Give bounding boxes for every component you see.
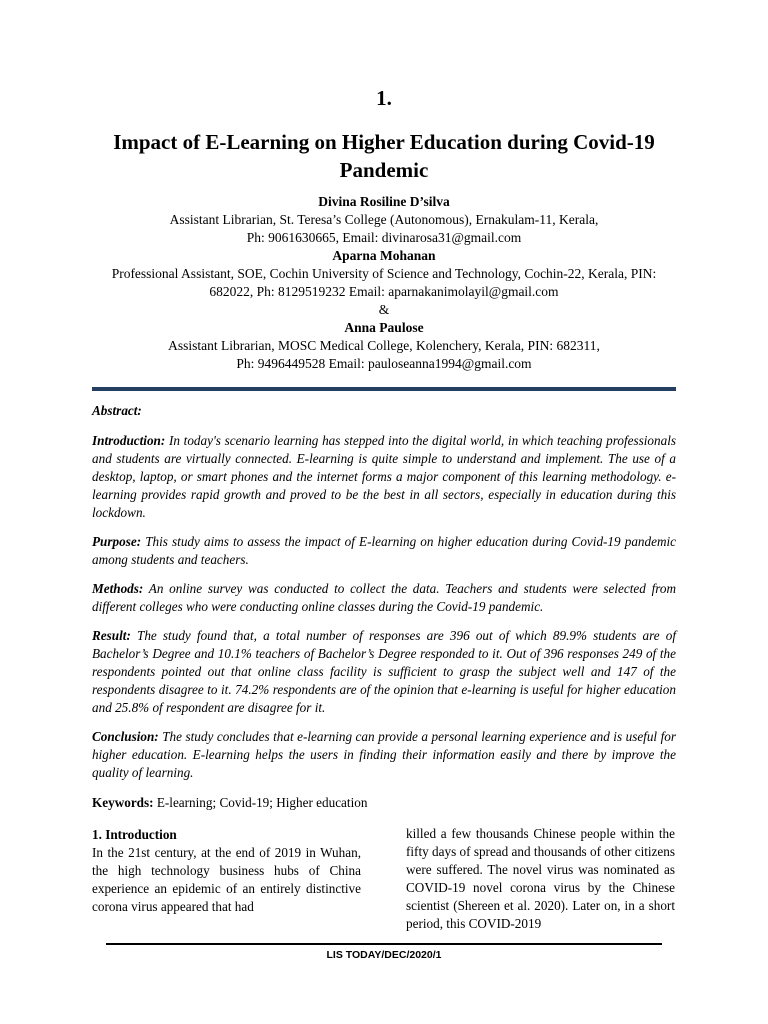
abstract-section	[92, 402, 676, 823]
intro-column-left	[92, 826, 361, 916]
author-contact: 682022, Ph: 8129519232 Email: aparnakanimolayil@gmail.com	[209, 284, 559, 299]
paper-title: Impact of E-Learning on Higher Education during Covid-19 Pandemic	[113, 130, 655, 182]
author-contact: Ph: 9061630665, Email: divinarosa31@gmail.com	[246, 230, 522, 245]
section-label: Methods:	[92, 581, 144, 596]
author-block	[60, 193, 708, 373]
abstract-heading: Abstract:	[92, 403, 142, 418]
ampersand-separator: &	[378, 302, 390, 317]
author-name: Aparna Mohanan	[332, 248, 436, 263]
section-text: The study concludes that e-learning can provide a personal learning experience and is useful for higher education. E-learning helps the users in finding their information easily and there by improve the quality of learning.	[92, 729, 676, 780]
abstract-result	[92, 627, 676, 717]
section-label: Purpose:	[92, 534, 142, 549]
section-heading: 1. Introduction	[92, 827, 177, 842]
footer-divider	[106, 943, 662, 945]
author-contact: Ph: 9496449528 Email: pauloseanna1994@gmail.com	[236, 356, 532, 371]
abstract-methods	[92, 580, 676, 616]
abstract-purpose	[92, 533, 676, 569]
section-text: In today's scenario learning has stepped into the digital world, in which teaching professionals and students are virtually connected. E-learning is quite simple to understand and implement. The use of a desktop, laptop, or smart phones and the internet forms a major component of this learning methodology. e-learning provides rapid growth and proved to be the best in all sectors, especially in education during this lockdown.	[92, 433, 676, 520]
author-affiliation: Assistant Librarian, St. Teresa’s College (Autonomous), Ernakulam-11, Kerala,	[169, 212, 599, 227]
keywords-label: Keywords:	[92, 795, 154, 810]
chapter-number: 1.	[376, 86, 392, 110]
keywords	[92, 794, 676, 812]
keywords-text: E-learning; Covid-19; Higher education	[153, 795, 368, 810]
author-affiliation: Assistant Librarian, MOSC Medical College, Kolenchery, Kerala, PIN: 682311,	[168, 338, 600, 353]
header-divider	[92, 387, 676, 391]
abstract-conclusion	[92, 728, 676, 782]
author-name: Anna Paulose	[344, 320, 424, 335]
section-label: Conclusion:	[92, 729, 159, 744]
author-affiliation: Professional Assistant, SOE, Cochin University of Science and Technology, Cochin-22, Kerala, PIN:	[111, 266, 657, 281]
body-text: In the 21st century, at the end of 2019 in Wuhan, the high technology business hubs of China experience an epidemic of an entirely distinctive corona virus appeared that had	[92, 845, 361, 914]
section-label: Result:	[92, 628, 131, 643]
abstract-introduction	[92, 432, 676, 522]
page-footer: LIS TODAY/DEC/2020/1	[326, 949, 442, 961]
section-text: The study found that, a total number of responses are 396 out of which 89.9% students are of Bachelor’s Degree and 10.1% teachers of Bachelor’s Degree responded to it. Out of 396 responses 249 of the respondents pointed out that online class facility is sufficient to grasp the subject well and 147 of the respondents disagree to it. 74.2% respondents are of the opinion that e-learning is useful for higher education and 25.8% of respondent are disagree for it.	[92, 628, 676, 715]
body-text: killed a few thousands Chinese people within the fifty days of spread and thousands of other citizens were suffered. The novel virus was nominated as COVID-19 novel corona virus by the Chinese scientist (Shereen et al. 2020). Later on, in a short period, this COVID-2019	[406, 826, 675, 931]
author-name: Divina Rosiline D’silva	[318, 194, 450, 209]
section-label: Introduction:	[92, 433, 166, 448]
section-text: An online survey was conducted to collect the data. Teachers and students were selected from different colleges who were conducting online classes during the Covid-19 pandemic.	[92, 581, 676, 614]
intro-column-right	[406, 825, 675, 933]
section-text: This study aims to assess the impact of E-learning on higher education during Covid-19 pandemic among students and teachers.	[92, 534, 676, 567]
